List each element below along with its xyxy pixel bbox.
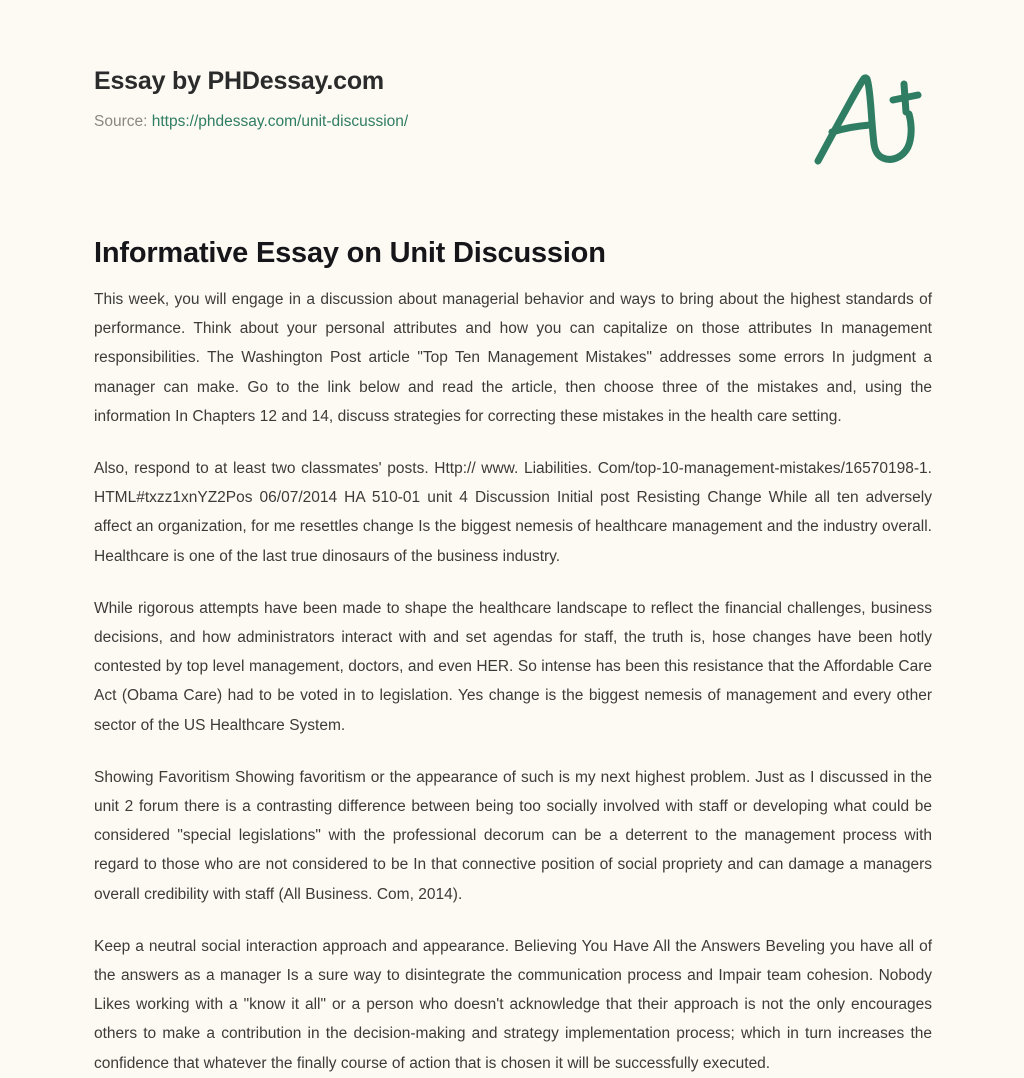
- a-plus-handwritten-logo: [806, 62, 938, 172]
- paragraph: While rigorous attempts have been made to shape the healthcare landscape to reflect the financial challenges, business decisions, and how administrators interact with and set agendas for staff, the truth is, hose changes have been hotly contested by top level management, doctors, and even HER. So intense has been this resistance that the Affordable Care Act (Obama Care) had to be voted in to legislation. Yes change is the biggest nemesis of management and every other sector of the US Healthcare System.: [94, 599, 932, 734]
- essay-body: [94, 285, 932, 1078]
- source-label: Source:: [94, 113, 148, 130]
- page-header: [94, 66, 930, 132]
- brand-title: Essay by PHDessay.com: [94, 67, 384, 95]
- paragraph: This week, you will engage in a discussion about managerial behavior and ways to bring about the highest standards of performance. Think about your personal attributes and how you can capitalize on those attributes In management responsibilities. The Washington Post article "Top Ten Management Mistakes" addresses some errors In judgment a manager can make. Go to the link below and read the article, then choose three of the mistakes and, using the information In Chapters 12 and 14, discuss strategies for correcting these mistakes in the health care setting.: [94, 291, 932, 425]
- paragraph: Showing Favoritism Showing favoritism or the appearance of such is my next highest problem. Just as I discussed in the unit 2 forum there is a contrasting difference between being too socially involved with staff or developing what could be considered "special legislations" with the professional decorum can be a deterrent to the management process with regard to those who are not considered to be In that connective position of social propriety and can damage a managers overall credibility with staff (All Business. Com, 2014).: [94, 768, 932, 903]
- paragraph: Keep a neutral social interaction approach and appearance. Believing You Have All the Answers Beveling you have all of the answers as a manager Is a sure way to disintegrate the communication process and Impair team cohesion. Nobody Likes working with a "know it all" or a person who doesn't acknowledge that their approach is not the only encourages others to make a contribution in the decision-making and strategy implementation process; which in turn increases the confidence that whatever the finally course of action that is chosen it will be successfully executed.: [94, 937, 932, 1072]
- paragraph: Also, respond to at least two classmates' posts. Http:// www. Liabilities. Com/top-10-management-mistakes/16570198-1. HTML#txzz1xnYZ2Pos 06/07/2014 HA 510-01 unit 4 Discussion Initial post Resisting Change While all ten adversely affect an organization, for me resettles change Is the biggest nemesis of healthcare management and the industry overall. Healthcare is one of the last true dinosaurs of the business industry.: [94, 460, 932, 565]
- source-line: [94, 113, 930, 132]
- page-title: Informative Essay on Unit Discussion: [94, 237, 606, 270]
- source-url-link[interactable]: https://phdessay.com/unit-discussion/: [151, 113, 409, 130]
